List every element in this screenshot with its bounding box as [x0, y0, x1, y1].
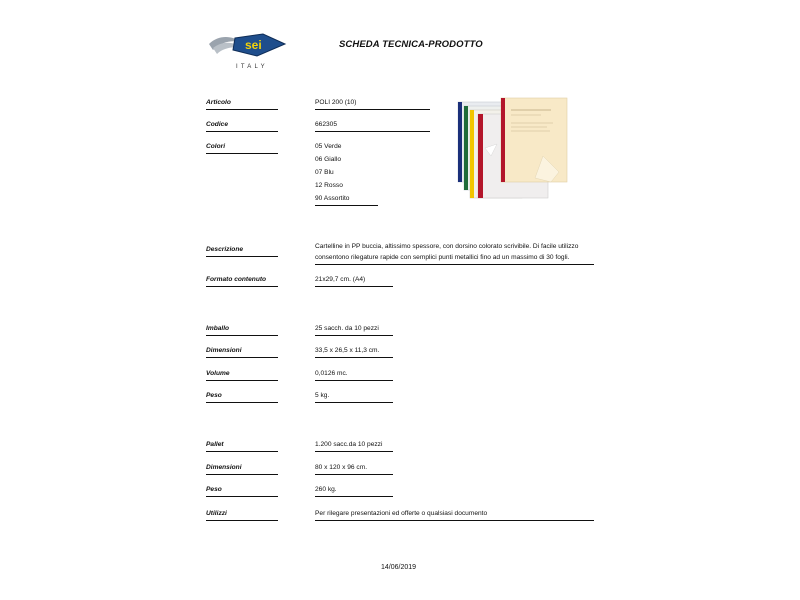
label-peso-pallet: Peso: [206, 486, 278, 497]
label-dimensioni-pallet: Dimensioni: [206, 464, 278, 475]
label-utilizzi: Utilizzi: [206, 510, 278, 521]
document-title: SCHEDA TECNICA-PRODOTTO: [339, 39, 483, 50]
logo-text: sei: [245, 38, 262, 52]
label-pallet: Pallet: [206, 441, 278, 452]
value-volume: 0,0126 mc.: [315, 370, 393, 381]
value-codice: 662305: [315, 121, 430, 132]
value-descrizione: Cartelline in PP buccia, altissimo spessore, con dorsino colorato scrivibile. Di facile utilizzo consentono rilegature rapide con semplici punti metallici fino ad un massimo di 30 fogli.: [315, 241, 594, 265]
label-descrizione: Descrizione: [206, 246, 278, 257]
value-dimensioni: 33,5 x 26,5 x 11,3 cm.: [315, 347, 393, 358]
color-item: 06 Giallo: [315, 156, 342, 163]
footer-date: 14/06/2019: [381, 564, 417, 571]
label-colori: Colori: [206, 143, 278, 154]
label-formato: Formato contenuto: [206, 276, 278, 287]
value-imballo: 25 sacch. da 10 pezzi: [315, 325, 393, 336]
color-item: 05 Verde: [315, 143, 342, 150]
value-dimensioni-pallet: 80 x 120 x 96 cm.: [315, 464, 393, 475]
label-dimensioni: Dimensioni: [206, 347, 278, 358]
value-articolo: POLI 200 (10): [315, 99, 430, 110]
label-volume: Volume: [206, 370, 278, 381]
color-item: 90 Assortito: [315, 195, 378, 206]
label-articolo: Articolo: [206, 99, 278, 110]
logo-subtext: ITALY: [236, 64, 268, 70]
color-item: 12 Rosso: [315, 182, 343, 189]
value-utilizzi: Per rilegare presentazioni ed offerte o qualsiasi documento: [315, 510, 594, 521]
label-peso: Peso: [206, 392, 278, 403]
value-formato: 21x29,7 cm. (A4): [315, 276, 393, 287]
color-item: 07 Blu: [315, 169, 334, 176]
label-codice: Codice: [206, 121, 278, 132]
value-peso: 5 kg.: [315, 392, 393, 403]
value-peso-pallet: 260 kg.: [315, 486, 393, 497]
label-imballo: Imballo: [206, 325, 278, 336]
product-image: [455, 96, 570, 200]
value-pallet: 1.200 sacc.da 10 pezzi: [315, 441, 393, 452]
